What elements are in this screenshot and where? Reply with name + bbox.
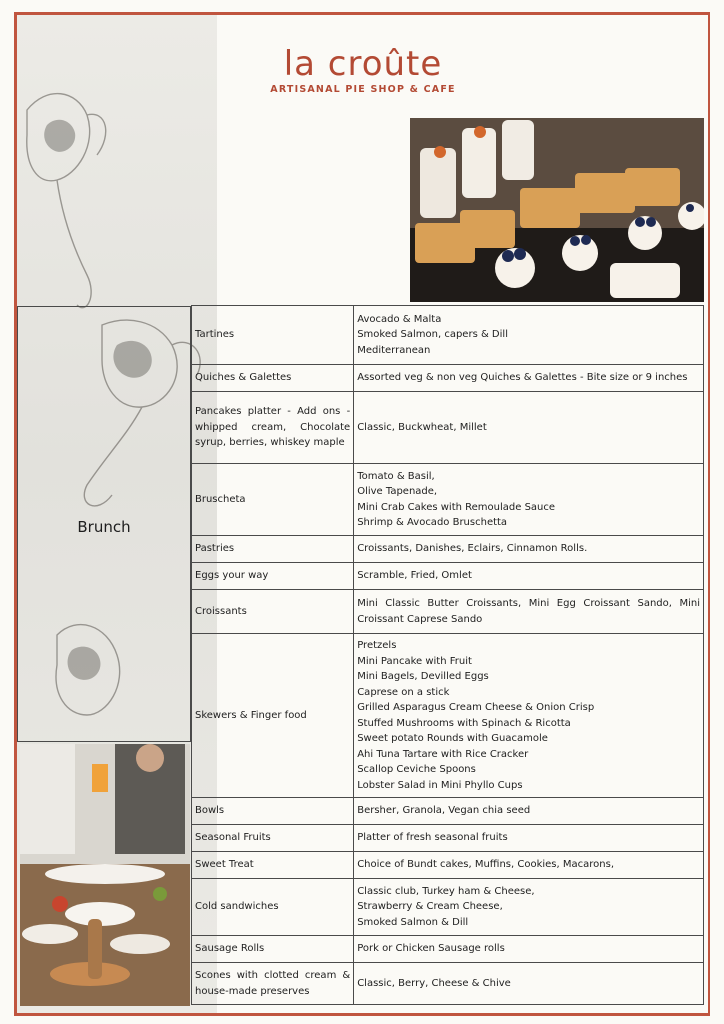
menu-item-options xyxy=(354,563,704,590)
menu-row xyxy=(192,879,704,936)
menu-option-line: Lobster Salad in Mini Phyllo Cups xyxy=(357,779,523,791)
menu-item-name: Bowls xyxy=(192,798,354,825)
buffet-photo xyxy=(20,744,190,1006)
menu-item-name: Croissants xyxy=(192,590,354,634)
menu-option-line: Pork or Chicken Sausage rolls xyxy=(357,943,505,955)
menu-option-line: Pretzels xyxy=(357,640,397,651)
menu-row xyxy=(192,825,704,852)
menu-option-line: Avocado & Malta xyxy=(357,313,442,325)
menu-option-line: Mini Bagels, Devilled Eggs xyxy=(357,671,489,682)
menu-item-options xyxy=(354,879,704,936)
menu-item-name: Pastries xyxy=(192,536,354,563)
menu-item-name: Sweet Treat xyxy=(192,852,354,879)
menu-item-options xyxy=(354,392,704,464)
category-cell xyxy=(17,306,191,742)
menu-option-line: Platter of fresh seasonal fruits xyxy=(357,832,508,844)
menu-item-name: Eggs your way xyxy=(192,563,354,590)
menu-item-options xyxy=(354,936,704,963)
menu-item-name: Cold sandwiches xyxy=(192,879,354,936)
menu-option-line: Classic, Berry, Cheese & Chive xyxy=(357,977,511,989)
menu-item-options xyxy=(354,963,704,1005)
menu-option-line: Caprese on a stick xyxy=(357,686,450,698)
menu-row xyxy=(192,464,704,536)
menu-item-name: Tartines xyxy=(192,306,354,365)
menu-option-line: Ahi Tuna Tartare with Rice Cracker xyxy=(357,748,529,760)
menu-row xyxy=(192,798,704,825)
menu-option-line: Classic club, Turkey ham & Cheese, xyxy=(357,885,535,897)
menu-option-line: Strawberry & Cream Cheese, xyxy=(357,901,503,913)
menu-option-line: Bersher, Granola, Vegan chia seed xyxy=(357,805,531,817)
menu-option-line: Grilled Asparagus Cream Cheese & Onion Crisp xyxy=(357,702,595,713)
menu-row xyxy=(192,365,704,392)
logo-tagline: ARTISANAL PIE SHOP & CAFE xyxy=(270,84,456,95)
menu-row xyxy=(192,590,704,634)
menu-item-name: Skewers & Finger food xyxy=(192,634,354,798)
menu-item-options xyxy=(354,798,704,825)
menu-row xyxy=(192,536,704,563)
menu-option-line: Mini Classic Butter Croissants, Mini Egg Croissant Sando, Mini Croissant Caprese Sando xyxy=(357,598,700,625)
menu-item-name: Bruscheta xyxy=(192,464,354,536)
menu-option-line: Mediterranean xyxy=(357,344,431,356)
dessert-photo xyxy=(410,118,704,302)
menu-option-line: Mini Crab Cakes with Remoulade Sauce xyxy=(357,501,556,513)
menu-option-line: Smoked Salmon & Dill xyxy=(357,916,469,928)
menu-option-line: Stuffed Mushrooms with Spinach & Ricotta xyxy=(357,717,571,729)
menu-item-options xyxy=(354,464,704,536)
menu-item-options xyxy=(354,365,704,392)
menu-item-options xyxy=(354,536,704,563)
brunch-menu-table xyxy=(191,305,704,1005)
logo-wordmark: la croûte xyxy=(283,44,443,84)
menu-item-name: Quiches & Galettes xyxy=(192,365,354,392)
menu-row xyxy=(192,563,704,590)
menu-item-options xyxy=(354,590,704,634)
menu-option-line: Sweet potato Rounds with Guacamole xyxy=(357,733,548,744)
menu-item-options xyxy=(354,852,704,879)
menu-item-name: Sausage Rolls xyxy=(192,936,354,963)
menu-item-name: Scones with clotted cream & house-made preserves xyxy=(192,963,354,1005)
menu-row xyxy=(192,852,704,879)
menu-option-line: Scramble, Fried, Omlet xyxy=(357,570,472,582)
menu-option-line: Smoked Salmon, capers & Dill xyxy=(357,329,508,341)
menu-item-options xyxy=(354,306,704,365)
menu-row xyxy=(192,634,704,798)
menu-row xyxy=(192,392,704,464)
menu-option-line: Mini Pancake with Fruit xyxy=(357,655,472,667)
menu-item-options xyxy=(354,825,704,852)
menu-item-name: Seasonal Fruits xyxy=(192,825,354,852)
menu-option-line: Tomato & Basil, xyxy=(357,470,435,482)
menu-option-line: Croissants, Danishes, Eclairs, Cinnamon Rolls. xyxy=(357,543,588,555)
menu-row xyxy=(192,936,704,963)
menu-option-line: Classic, Buckwheat, Millet xyxy=(357,421,487,433)
category-label: Brunch xyxy=(77,518,131,536)
brand-logo xyxy=(240,44,486,96)
menu-item-name: Pancakes platter - Add ons - whipped cream, Chocolate syrup, berries, whiskey maple xyxy=(192,392,354,464)
menu-row xyxy=(192,306,704,365)
menu-option-line: Choice of Bundt cakes, Muffins, Cookies, Macarons, xyxy=(357,859,614,871)
menu-option-line: Scallop Ceviche Spoons xyxy=(357,764,476,775)
menu-option-line: Olive Tapenade, xyxy=(357,486,438,497)
menu-option-line: Assorted veg & non veg Quiches & Galettes - Bite size or 9 inches xyxy=(357,372,688,384)
menu-item-options xyxy=(354,634,704,798)
menu-row xyxy=(192,963,704,1005)
menu-option-line: Shrimp & Avocado Bruschetta xyxy=(357,517,508,528)
